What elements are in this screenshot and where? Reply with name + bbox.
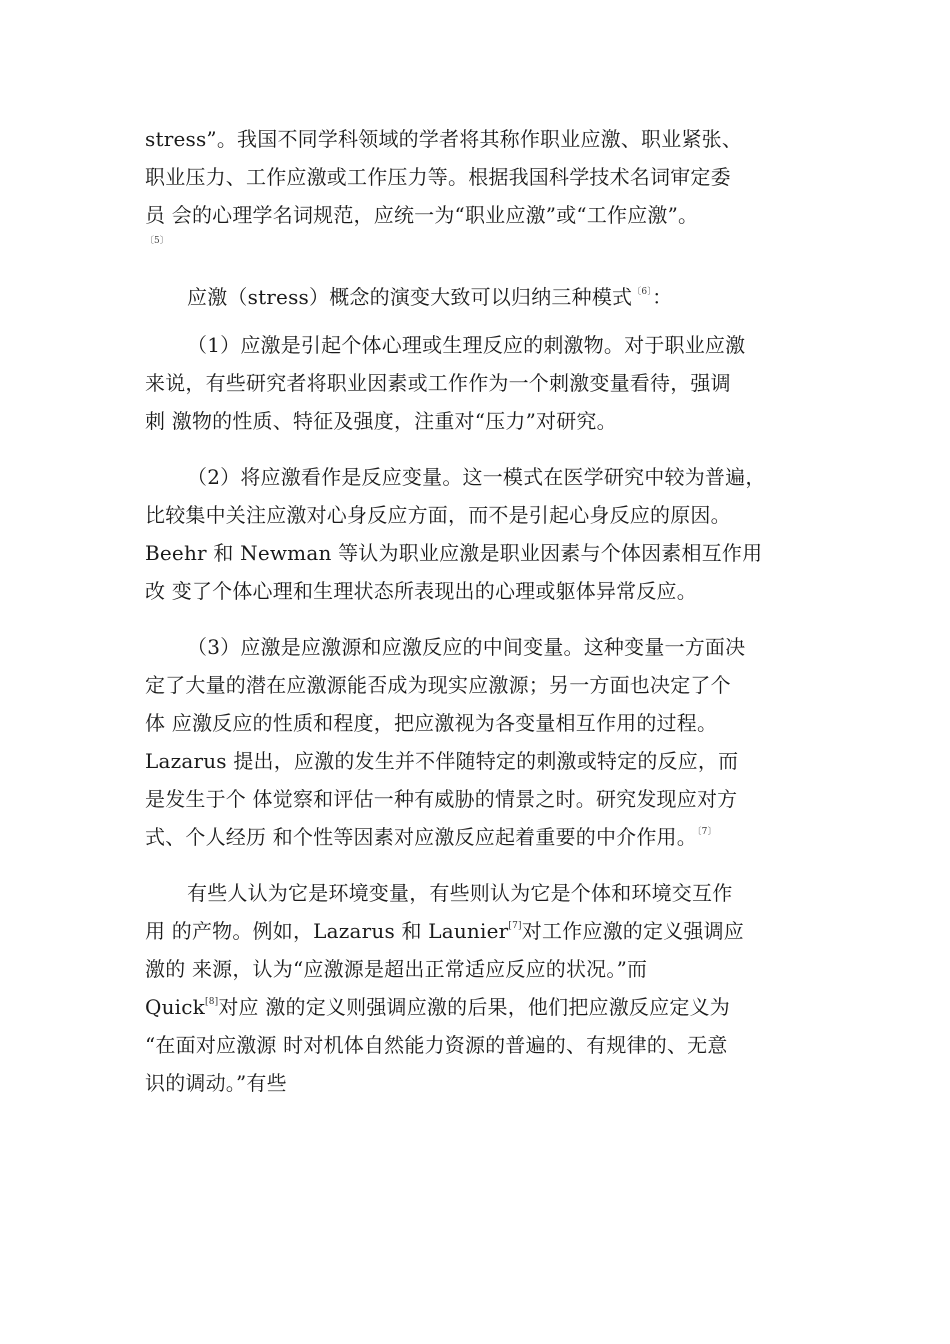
text-line: 刺 激物的性质、特征及强度，注重对“压力”对研究。 [145,409,617,433]
text-line: 职业压力、工作应激或工作压力等。根据我国科学技术名词审定委 [145,165,731,189]
text-line: （2）将应激看作是反应变量。这一模式在医学研究中较为普遍， [187,465,766,489]
text-line [145,278,825,316]
citation-marker: [8] [205,997,219,1007]
text-line: 有些人认为它是环境变量，有些则认为它是个体和环境交互作 [187,881,733,905]
text-line: “在面对应激源 时对机体自然能力资源的普遍的、有规律的、无意 [145,1033,728,1057]
mode3-last-text: 式、个人经历 和个性等因素对应激反应起着重要的中介作用。 [145,825,697,849]
paragraph-block1 [145,120,825,256]
text-line: Beehr 和 Newman 等认为职业应激是职业因素与个体因素相互作用 [145,541,763,565]
text-line: 员 会的心理学名词规范，应统一为“职业应激”或“工作应激”。 [145,203,699,227]
paragraph-intro [145,278,825,316]
paragraph-mode3 [145,628,825,856]
text-line [145,818,825,856]
text-span: Quick [145,995,205,1019]
text-line: 激的 来源，认为“应激源是超出正常适应反应的状况。”而 [145,957,648,981]
text-line: 体 应激反应的性质和程度，把应激视为各变量相互作用的过程。 [145,711,718,735]
paragraph-mode2 [145,458,825,610]
text-line: （3）应激是应激源和应激反应的中间变量。这种变量一方面决 [187,635,746,659]
document-page [145,120,825,1102]
text-line: Lazarus 提出，应激的发生并不伴随特定的刺激或特定的反应，而 [145,749,739,773]
intro-text: 应激（stress）概念的演变大致可以归纳三种模式 [187,285,633,309]
text-line: 改 变了个体心理和生理状态所表现出的心理或躯体异常反应。 [145,579,697,603]
text-line [145,988,825,1026]
text-line [145,912,825,950]
text-span: 用 的产物。例如，Lazarus 和 Launier [145,919,509,943]
text-line: 来说，有些研究者将职业因素或工作作为一个刺激变量看待，强调 [145,371,731,395]
intro-tail: ： [652,285,673,309]
text-line: （1）应激是引起个体心理或生理反应的刺激物。对于职业应激 [187,333,746,357]
text-line: 是发生于个 体觉察和评估一种有威胁的情景之时。研究发现应对方 [145,787,738,811]
text-span: 对工作应激的定义强调应 [521,919,744,943]
text-line: stress”。我国不同学科领域的学者将其称作职业应激、职业紧张、 [145,127,743,151]
citation-marker: [7] [508,921,522,931]
text-line: 定了大量的潜在应激源能否成为现实应激源；另一方面也决定了个 [145,673,731,697]
text-line: 比较集中关注应激对心身反应方面，而不是引起心身反应的原因。 [145,503,731,527]
citation-marker: 〔7〕 [696,827,717,837]
citation-marker: 〔6〕 [632,287,653,297]
citation-marker: 〔5〕 [145,236,169,246]
paragraph-mode1 [145,326,825,440]
text-line: 识的调动。”有些 [145,1071,287,1095]
paragraph-4 [145,874,825,1102]
text-span: 对应 激的定义则强调应激的后果，他们把应激反应定义为 [218,995,730,1019]
